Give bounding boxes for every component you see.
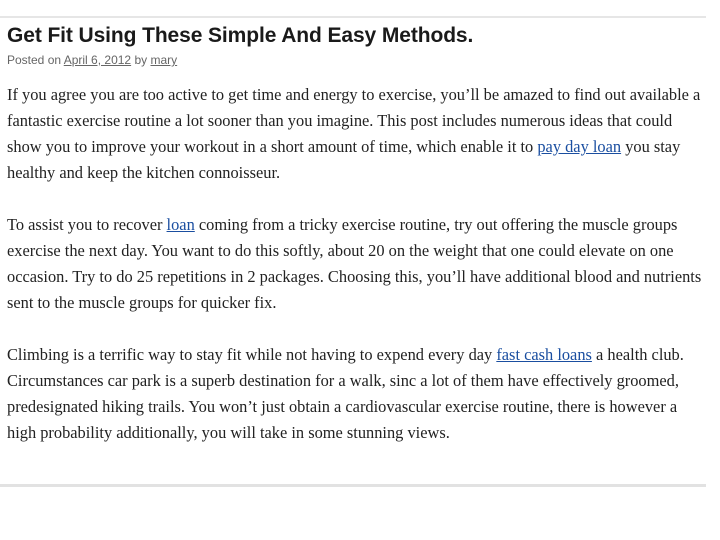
top-divider: [0, 16, 706, 18]
posted-on-label: Posted on: [7, 53, 62, 67]
paragraph-text: Climbing is a terrific way to stay fit while not having to expend every day: [7, 345, 497, 364]
fast-cash-loans-link[interactable]: fast cash loans: [496, 345, 592, 364]
post-date-link[interactable]: April 6, 2012: [63, 53, 132, 67]
blog-post: [7, 22, 707, 472]
paragraph-text: a health club. Circumstances car park is a superb destination for a walk, sinc a lot of them have effectively groomed, predesignated hiking trails. You won’t just obtain a cardiovascular exercise routine, there is however a high probability additionally, you will take in some stunning views.: [7, 345, 684, 442]
post-meta: [7, 52, 707, 68]
post-content: [7, 82, 707, 446]
post-title: Get Fit Using These Simple And Easy Methods.: [7, 24, 474, 47]
paragraph-2: [7, 212, 707, 316]
paragraph-text: you stay healthy and keep the kitchen connoisseur.: [7, 137, 681, 182]
pay-day-loan-link[interactable]: pay day loan: [537, 137, 622, 156]
loan-link[interactable]: loan: [166, 215, 195, 234]
paragraph-text: If you agree you are too active to get time and energy to exercise, you’ll be amazed to find out available a fantastic exercise routine a lot sooner than you imagine. This post includes numerous ideas that could show you to improve your workout in a short amount of time, which enable it to: [7, 85, 701, 156]
author-link[interactable]: mary: [150, 53, 178, 67]
paragraph-text: coming from a tricky exercise routine, try out offering the muscle groups exercise the next day. You want to do this softly, about 20 on the weight that one could elevate on one occasion. Try to do 25 repetitions in 2 packages. Choosing this, you’ll have additional blood and nutrients sent to the muscle groups for quicker fix.: [7, 215, 702, 312]
paragraph-text: To assist you to recover: [7, 215, 167, 234]
by-label: by: [134, 53, 148, 67]
paragraph-1: [7, 82, 707, 186]
paragraph-3: [7, 342, 707, 446]
bottom-divider: [0, 484, 706, 487]
